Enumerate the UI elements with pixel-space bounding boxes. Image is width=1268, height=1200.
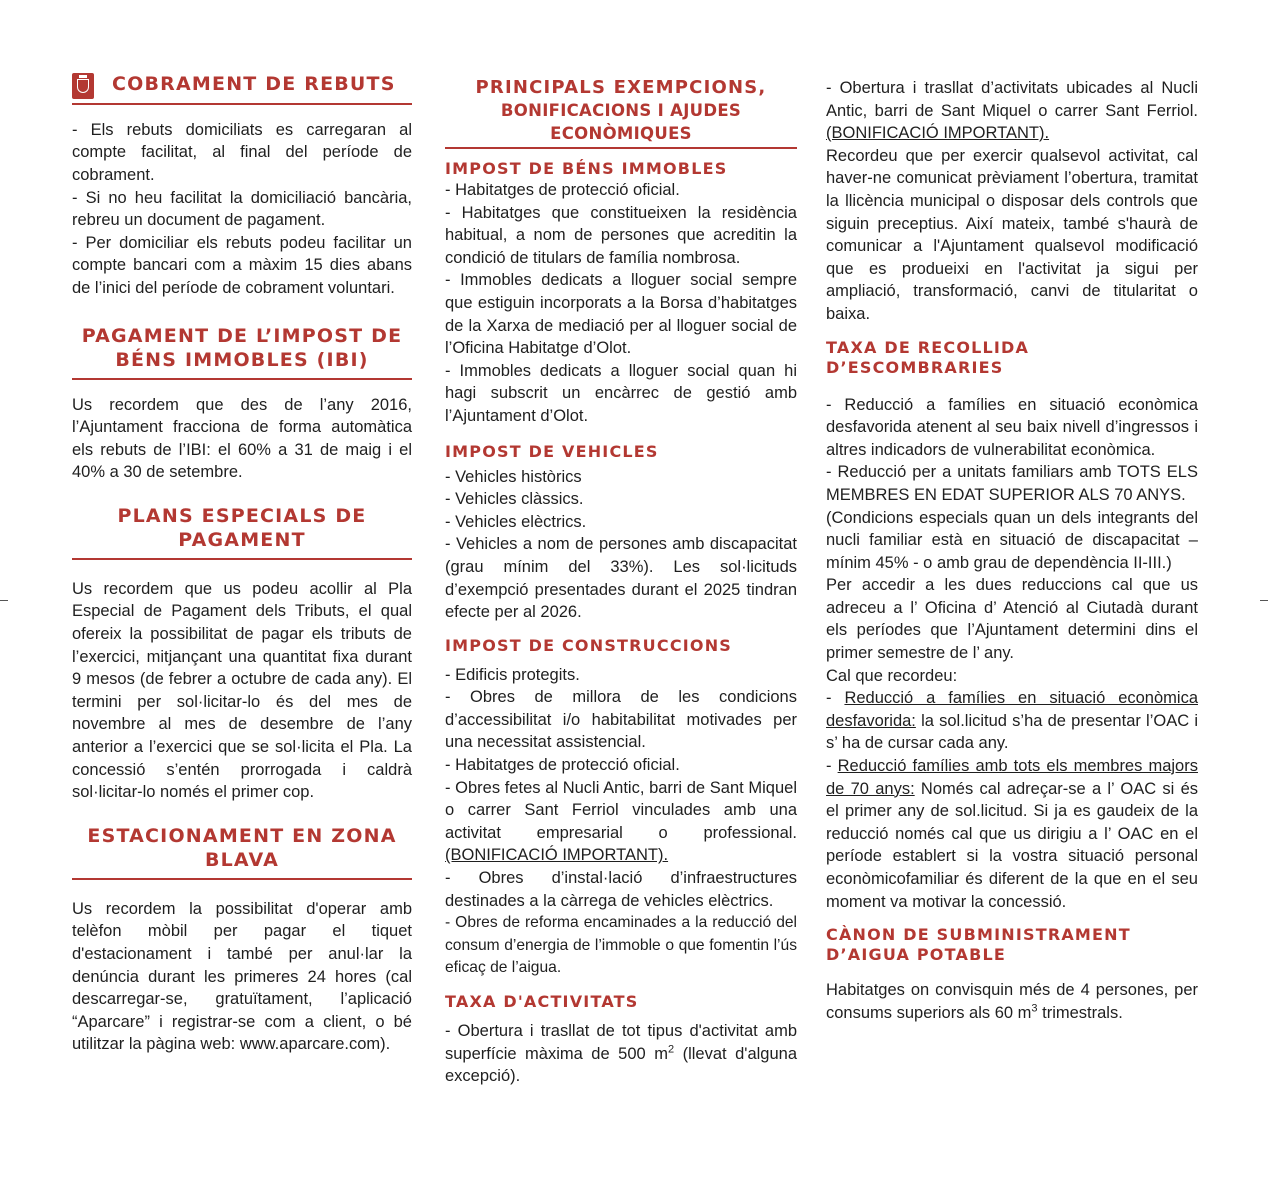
main-header (445, 76, 797, 149)
aigua-end: trimestrals. (1037, 1003, 1123, 1022)
ibi-paragraph: Us recordem que des de l’any 2016, l’Ajuntament fracciona de forma automàtica els rebuts de l’IBI: el 60% a 31 de maig i el 40% a 30 de setembre. (72, 395, 412, 482)
construccions-item-text: - Obres fetes al Nucli Antic, barri de Sant Miquel o carrer Sant Ferriol vinculades amb una activitat empresarial o professional. (445, 778, 797, 842)
column-3 (826, 77, 1198, 1024)
construccions-item: - Obres de reforma encaminades a la reducció del consum d’energia de l’immoble o que fomentin l’ús eficaç de l’aigua. (445, 914, 797, 977)
zona-title: ESTACIONAMENT EN ZONA BLAVA (87, 824, 397, 871)
cobrament-header (72, 72, 412, 105)
cobrament-item: - Per domiciliar els rebuts podeu facilitar un compte bancari com a màxim 15 dies abans de l’inici del període de cobrament voluntari. (72, 233, 412, 297)
escombraries-item: - Reducció per a unitats familiars amb TOTS ELS MEMBRES EN EDAT SUPERIOR ALS 70 ANYS. (826, 463, 1198, 504)
zona-header (72, 824, 412, 880)
main-title-line-1: PRINCIPALS EXEMPCIONS, (475, 77, 767, 98)
main-title-line-2: BONIFICACIONS I AJUDES ECONÒMIQUES (500, 101, 742, 143)
escombraries-dash: - (826, 757, 838, 776)
construccions-item: - Habitatges de protecció oficial. (445, 756, 680, 775)
bonificacio-note: (BONIFICACIÓ IMPORTANT). (445, 846, 669, 865)
activitats-item-2 (826, 77, 1198, 145)
zona-paragraph: Us recordem la possibilitat d'operar amb telèfon mòbil per pagar el tiquet d'estacionament i també per anul·lar la denúncia durant les primeres 24 hores (cal descarregar-se, gratuïtament, l’aplicació “Aparcare” i registrar-se com a client, o bé utilitzar la pàgina web: www.aparcare.com). (72, 899, 412, 1054)
activitats-paragraph: Recordeu que per exercir qualsevol activitat, cal haver-ne comunicat prèviament l’obertura, tramitat la llicència municipal o disposar dels controls que siguin preceptius. Així mateix, també s'haurà de comunicar a l'Ajuntament qualsevol modificació que es produeixi en l'activitat ja sigui per ampliació, transformació, canvi de titularitat o baixa. (826, 146, 1198, 323)
construccions-item: - Obres de millora de les condicions d’accessibilitat i/o habitabilitat motivades per una necessitat assistencial. (445, 688, 797, 752)
cobrament-title: COBRAMENT DE REBUTS (112, 73, 396, 95)
ibi-item: - Habitatges de protecció oficial. (445, 181, 680, 199)
aigua-text: Habitatges on convisquin més de 4 persones, per consums superiors als 60 m (826, 981, 1198, 1022)
crop-mark-left (0, 600, 8, 601)
escombraries-underlined: Reducció famílies amb tots els membres majors de 70 anys: (826, 757, 1198, 798)
vehicles-item: - Vehicles històrics (445, 467, 582, 486)
construccions-subtitle: IMPOST DE CONSTRUCCIONS (445, 635, 733, 655)
aigua-paragraph (826, 979, 1198, 1024)
construccions-item: - Obres d’instal·lació d’infraestructures destinades a la càrrega de vehicles elèctrics. (445, 869, 797, 910)
ibi-header (72, 324, 412, 380)
plans-header (72, 504, 412, 560)
cubed-superscript: 3 (1031, 1002, 1038, 1015)
activitats-item (445, 1020, 797, 1088)
column-2 (445, 76, 797, 1088)
escombraries-item: (Condicions especials quan un dels integrants del nucli familiar està en situació de discapacitat –mínim 45% - o amb grau de dependència II-III.) (826, 508, 1198, 572)
activitats-subtitle: TAXA D'ACTIVITATS (445, 992, 639, 1011)
construccions-item: - Edificis protegits. (445, 665, 580, 684)
escombraries-underlined: Reducció a famílies en situació econòmica desfavorida: (826, 689, 1198, 730)
cobrament-item: - Si no heu facilitat la domiciliació bancària, rebreu un document de pagament. (72, 188, 412, 230)
ibi-title-line-2: BÉNS IMMOBLES (IBI) (115, 348, 369, 371)
bonificacio-note: (BONIFICACIÓ IMPORTANT). (826, 124, 1050, 143)
activitats-item-2-text: - Obertura i trasllat d’activitats ubicades al Nucli Antic, barri de Sant Miquel o carrer Sant Ferriol. (826, 79, 1198, 120)
escombraries-item (826, 687, 1198, 755)
squared-superscript: 2 (667, 1043, 675, 1056)
crop-mark-right (1260, 600, 1268, 601)
escombraries-item: - Reducció a famílies en situació econòmica desfavorida atenent al seu baix nivell d’ingressos i altres indicadors de vulnerabilitat econòmica. (826, 395, 1198, 459)
escombraries-rest: Només cal adreçar-se a l’ OAC si és el primer any de sol.licitud. Si ja es gaudeix de la reducció només cal que us dirigiu a l’ OAC en el període establert si la vostra situació personal econòmicofamiliar és diferent de la que en el seu moment va motivar la concessió. (826, 779, 1198, 911)
ibi-item: - Immobles dedicats a lloguer social quan hi hagi subscrit un encàrrec de gestió amb l’Ajuntament d’Olot. (445, 361, 797, 425)
escombraries-rest: la sol.licitud s’ha de presentar l’OAC i s’ ha de cursar cada any. (826, 711, 1198, 753)
ibi-item: - Immobles dedicats a lloguer social sempre que estiguin incorporats a la Borsa d’habitatges de la Xarxa de mediació per al lloguer social de l’Oficina Habitatge d’Olot. (445, 271, 797, 358)
vehicles-item: - Vehicles elèctrics. (445, 512, 587, 531)
activitats-item-end: (llevat d'alguna excepció). (445, 1044, 797, 1086)
escombraries-dash: - (826, 689, 845, 708)
escombraries-item: Cal que recordeu: (826, 666, 958, 685)
aigua-subtitle-line-2: D’AIGUA POTABLE (826, 945, 1006, 965)
column-1 (72, 72, 412, 1056)
vehicles-subtitle: IMPOST DE VEHICLES (445, 441, 659, 461)
ibi-subtitle: IMPOST DE BÉNS IMMOBLES (445, 159, 728, 178)
ibi-title-line-1: PAGAMENT DE L’IMPOST DE (81, 324, 403, 347)
vehicles-item: - Vehicles a nom de persones amb discapacitat (grau mínim del 33%). Les sol·licituds d’exempció presentades durant el 2025 tindran efecte per al 2026. (445, 535, 797, 622)
town-crest-icon (72, 73, 94, 99)
activitats-item-text: - Obertura i trasllat de tot tipus d'activitat amb superfície màxima de 500 m (445, 1022, 797, 1063)
construccions-item (445, 777, 797, 867)
escombraries-item (826, 755, 1198, 913)
cobrament-item: - Els rebuts domiciliats es carregaran al compte facilitat, al final del període de cobrament. (72, 120, 412, 184)
ibi-item: - Habitatges que constitueixen la residència habitual, a nom de persones que acreditin la condició de titulars de família nombrosa. (445, 203, 797, 267)
escombraries-item: Per accedir a les dues reduccions cal que us adreceu a l’ Oficina d’ Atenció al Ciutadà durant els períodes que l’Ajuntament determini dins el primer semestre de l’ any. (826, 576, 1198, 663)
plans-title: PLANS ESPECIALS DE PAGAMENT (117, 504, 367, 551)
vehicles-item: - Vehicles clàssics. (445, 490, 584, 509)
aigua-subtitle-line-1: CÀNON DE SUBMINISTRAMENT (826, 925, 1131, 945)
escombraries-subtitle: TAXA DE RECOLLIDA D’ESCOMBRARIES (826, 337, 1030, 377)
plans-paragraph: Us recordem que us podeu acollir al Pla Especial de Pagament dels Tributs, el qual ofereix la possibilitat de pagar els tributs de l’exercici, mitjançant una quantitat fixa durant 9 mesos (de febrer a octubre de cada any). El termini per sol·licitar-lo és del mes de novembre al mes de desembre de l’any anterior a l’exercici que se sol·licita el Pla. La concessió s’entén prorrogada i caldrà sol·licitar-lo només el primer cop. (72, 579, 412, 802)
